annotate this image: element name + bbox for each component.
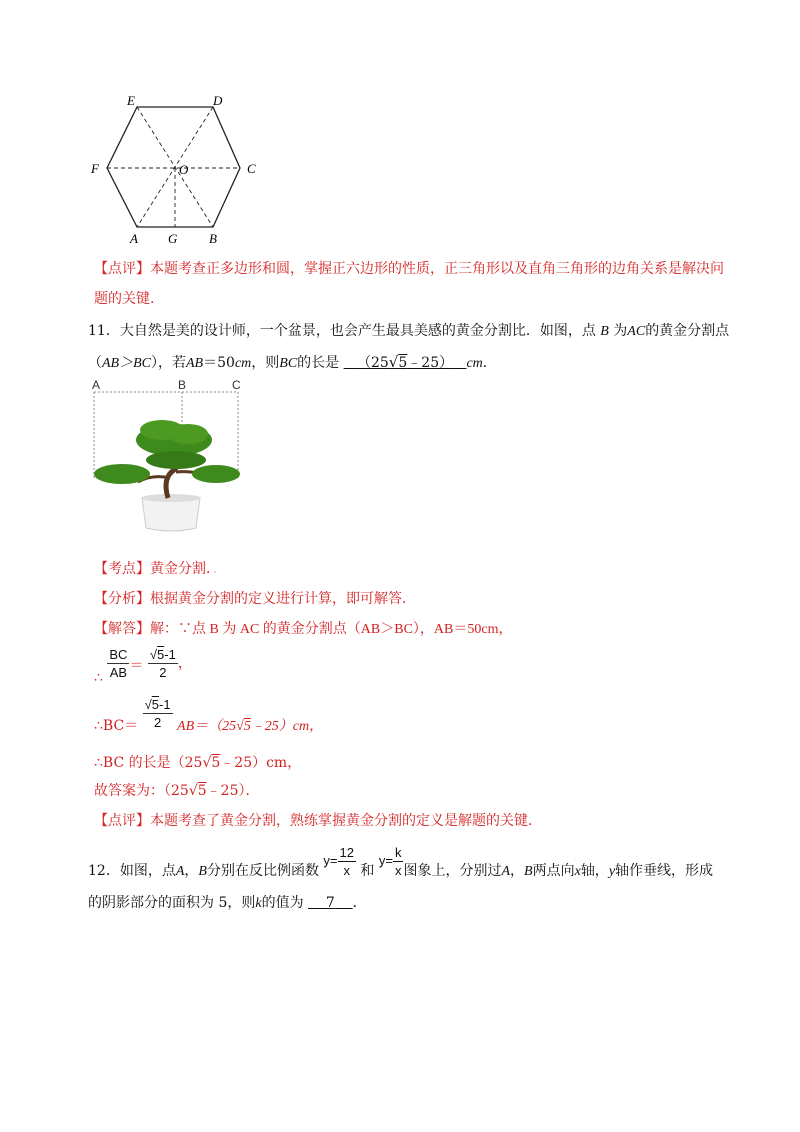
fraction-denominator: 2 — [153, 715, 162, 730]
fraction-k-over-x — [393, 846, 404, 877]
fraction-denominator: x — [394, 863, 402, 878]
figure-label-B: B — [178, 378, 187, 392]
q11-answer-line — [94, 780, 260, 800]
hexagon-diagonals — [107, 107, 240, 227]
fraction-numerator: 12 — [339, 845, 354, 860]
step2-rhs-b: ﹣25）cm， — [250, 718, 324, 734]
q11-text: ），若 — [151, 355, 186, 371]
q11-dianping — [94, 810, 542, 830]
fenxi-tag: 【分析】 — [94, 591, 150, 607]
q11-text: 大自然是美的设计师，一个盆景，也会产生最具美感的黄金分割比．如图，点 — [119, 323, 596, 339]
q10-comment-line1 — [94, 258, 724, 278]
radicand: 5 — [157, 647, 165, 662]
dianping-text: 本题考查了黄金分割，熟练掌握黄金分割的定义是解题的关键． — [150, 813, 542, 829]
q12-var-k: k — [255, 896, 262, 911]
sqrt-sign: √ — [236, 718, 244, 734]
sqrt-sign: √ — [149, 647, 158, 662]
q10-comment-line2: 题的关键. — [94, 291, 155, 307]
q11-kaodian — [94, 558, 227, 578]
q11-var-AB: AB — [186, 356, 204, 371]
q11-text: 的长是 — [297, 355, 340, 371]
q12-answer-blank — [308, 895, 353, 911]
fraction-denominator: x — [343, 863, 350, 878]
q12-text: 的值为 — [261, 895, 304, 911]
fraction-12-over-x — [338, 846, 356, 877]
fraction-numerator — [148, 648, 178, 664]
q12-text: 两点向 — [532, 862, 575, 879]
step2-rhs-a: AB＝（25 — [177, 718, 237, 734]
q11-answer-radicand: 5 — [398, 355, 408, 371]
bonsai-figure — [92, 378, 242, 534]
q12-text: 和 — [360, 862, 375, 879]
function-lhs: y= — [323, 852, 338, 868]
q11-value: ＝50 — [203, 355, 235, 371]
q11-line2 — [88, 352, 497, 372]
q12-line1 — [88, 842, 714, 879]
kaodian-text: 黄金分割． — [150, 561, 213, 577]
numerator-tail: -1 — [164, 647, 176, 662]
function-lhs: y= — [378, 852, 393, 868]
sqrt-sign: √ — [144, 697, 152, 712]
equals-sign: ＝ — [129, 657, 144, 674]
fraction-denominator: 2 — [159, 665, 167, 680]
label-E: E — [127, 93, 135, 108]
q12-answer: 7 — [325, 895, 335, 911]
label-O: O — [179, 162, 189, 177]
dianping-tag: 【点评】 — [94, 813, 150, 829]
jieda-text: 解：∵点 B 为 AC 的黄金分割点（AB＞BC），AB＝50cm， — [150, 622, 513, 637]
q11-text: ，则 — [251, 355, 280, 371]
q12-var-y: y — [608, 863, 616, 879]
q11-answer-blank — [344, 355, 467, 371]
step3-b: ﹣25）cm， — [220, 755, 302, 771]
q11-text: ． — [482, 355, 497, 371]
label-G: G — [168, 231, 178, 246]
kaodian-dot: ． — [213, 561, 227, 577]
radicand: 5 — [243, 718, 251, 734]
q11-unit: cm — [466, 356, 483, 371]
q12-text: ， — [184, 862, 199, 879]
function-y12x — [323, 845, 356, 878]
q12-text: 轴作垂线，形成 — [615, 862, 714, 879]
sqrt-sign: √ — [202, 755, 212, 771]
q11-number: 11． — [88, 323, 120, 339]
q12-number: 12． — [88, 862, 120, 879]
fenxi-text: 根据黄金分割的定义进行计算，即可解答． — [150, 591, 416, 607]
q11-var-AC: AC — [627, 324, 646, 339]
label-A: A — [130, 231, 138, 246]
q12-var-B: B — [524, 863, 533, 879]
fraction-bc-ab — [107, 648, 129, 679]
step4-b: ﹣25）． — [206, 783, 260, 799]
q11-fenxi — [94, 588, 416, 608]
q12-text: 图象上，分别过 — [403, 862, 502, 879]
punct: ， — [177, 655, 192, 672]
q11-unit: cm — [234, 356, 252, 371]
q12-var-B: B — [198, 863, 207, 879]
q12-line2 — [88, 892, 367, 912]
radicand: 5 — [151, 697, 159, 712]
radicand: 5 — [197, 783, 207, 799]
label-F: F — [91, 161, 99, 176]
q11-var-BC: BC — [279, 356, 298, 371]
q11-var-B: B — [600, 324, 609, 339]
q12-text: 如图，点 — [119, 862, 176, 879]
kaodian-tag: 【考点】 — [94, 561, 150, 577]
q11-line1 — [88, 320, 729, 340]
q11-step2 — [94, 697, 324, 734]
fraction-numerator: k — [394, 845, 402, 860]
q11-answer-close: ﹣25） — [407, 355, 454, 371]
sqrt-sign: √ — [388, 353, 399, 371]
q12-text: 的阴影部分的面积为 5，则 — [88, 895, 256, 911]
step4-a: 故答案为：（25 — [94, 783, 189, 799]
radicand: 5 — [211, 755, 221, 771]
step3-a: ∴BC 的长是（25 — [94, 755, 203, 771]
fraction-numerator — [143, 698, 173, 714]
hexagon-outline — [107, 107, 240, 227]
function-ykx — [378, 845, 404, 878]
q11-answer-open: （25 — [356, 355, 389, 371]
q12-text: 轴， — [580, 862, 609, 879]
q12-text: ， — [510, 862, 525, 879]
step2-lhs: ∴BC＝ — [94, 717, 139, 734]
fraction-denominator: AB — [109, 665, 128, 680]
q11-text: 为 — [613, 323, 628, 339]
bonsai-image — [92, 378, 242, 534]
q11-condition: AB＞BC — [102, 356, 151, 371]
q11-text: 的黄金分割点 — [645, 323, 730, 339]
figure-label-A: A — [92, 378, 101, 392]
hexagon-figure — [85, 90, 275, 250]
fraction-sqrt5-minus1-over-2 — [148, 648, 178, 679]
numerator-tail: -1 — [159, 697, 171, 712]
q12-text: ． — [352, 895, 367, 911]
label-D: D — [213, 93, 223, 108]
q10-comment-tag: 【点评】 — [94, 261, 150, 277]
fraction-numerator: BC — [109, 647, 128, 662]
figure-label-C: C — [232, 378, 241, 392]
label-C: C — [247, 161, 256, 176]
q12-var-A: A — [501, 863, 511, 879]
sqrt-sign: √ — [188, 783, 198, 799]
label-B: B — [209, 231, 217, 246]
jieda-tag: 【解答】 — [94, 621, 150, 637]
q11-text: （ — [88, 355, 102, 371]
q12-var-x: x — [574, 863, 581, 879]
q11-jieda — [94, 618, 512, 638]
q11-step3 — [94, 752, 301, 772]
step2-rhs — [177, 719, 323, 734]
therefore-sign: ∴ — [94, 669, 103, 686]
q12-text: 分别在反比例函数 — [206, 862, 319, 879]
fraction-sqrt5-minus1-over-2 — [143, 698, 173, 729]
q12-var-A: A — [175, 863, 185, 879]
q11-step1 — [94, 647, 192, 686]
q10-comment-text: 本题考查正多边形和圆，掌握正六边形的性质，正三角形以及直角三角形的边角关系是解决问 — [150, 261, 724, 277]
